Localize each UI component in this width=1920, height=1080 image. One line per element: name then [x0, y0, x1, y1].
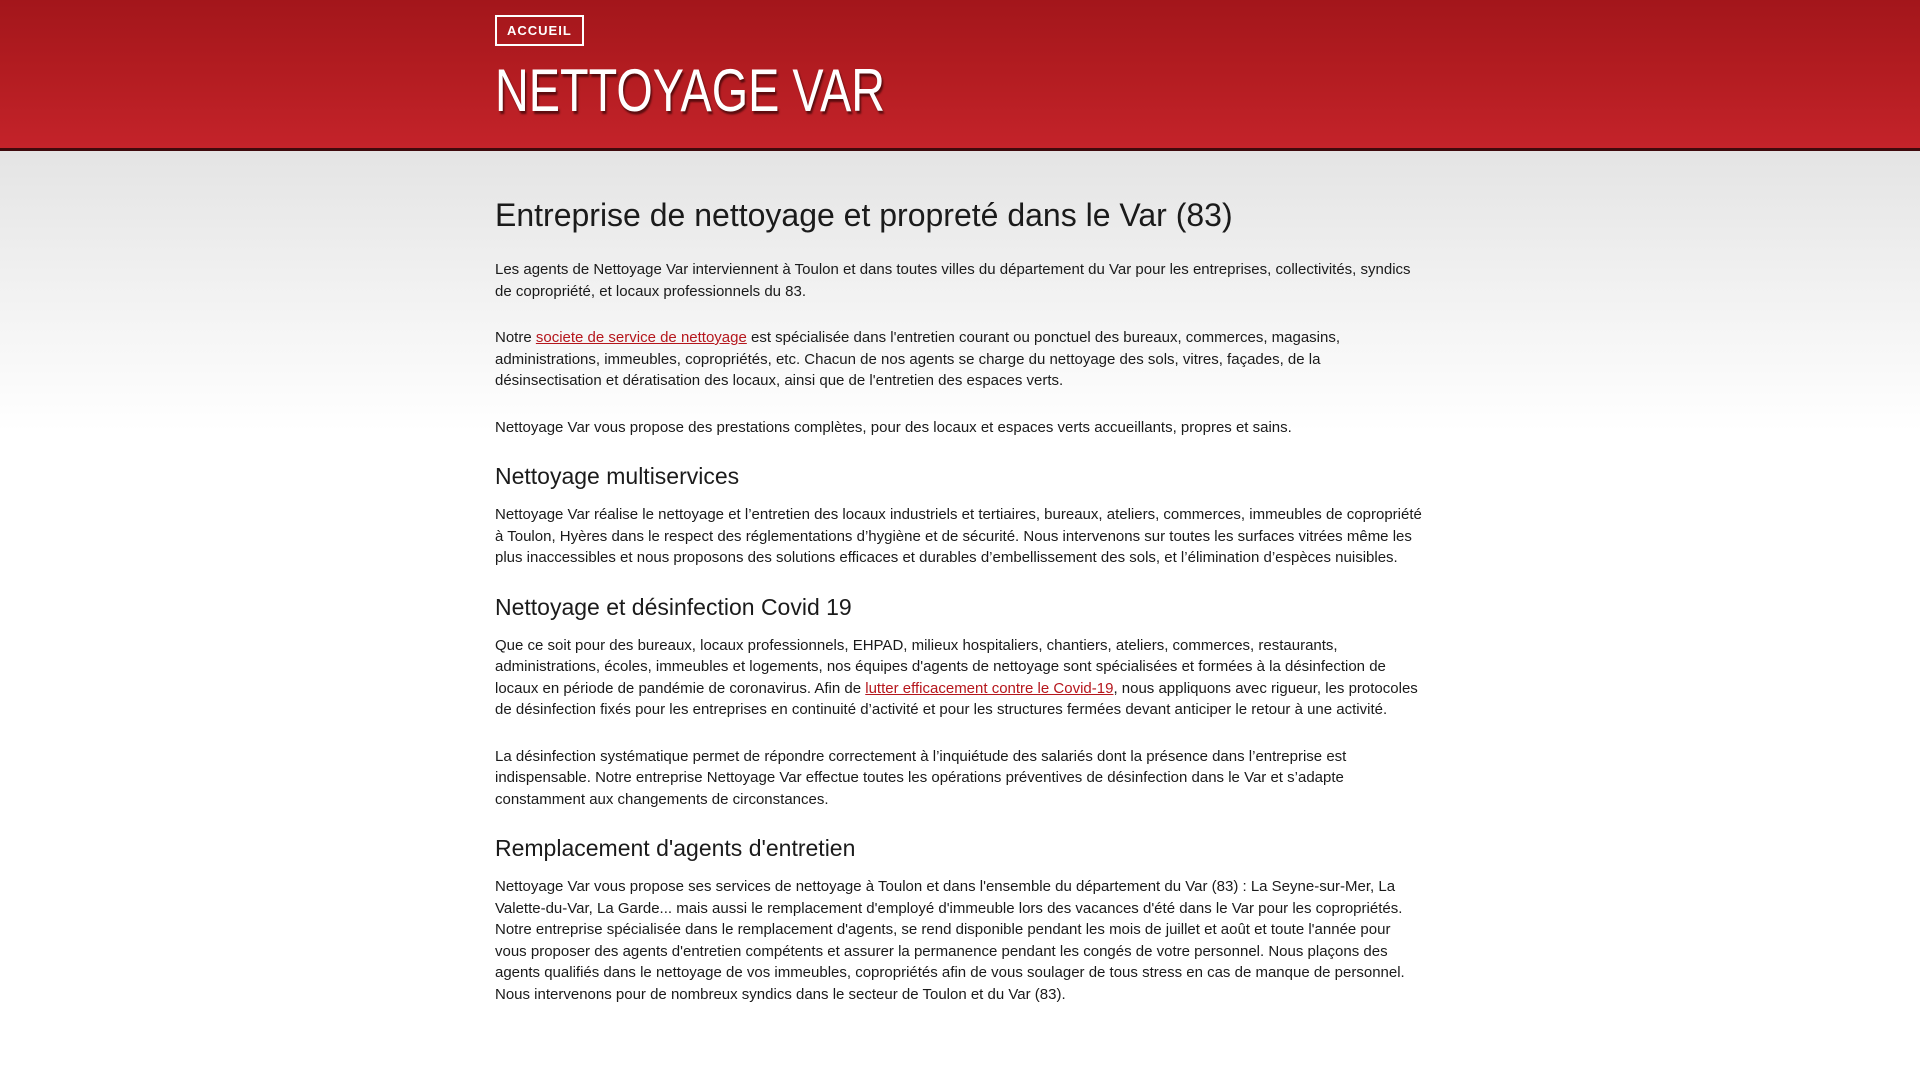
intro-paragraph-3: Nettoyage Var vous propose des prestations complètes, pour des locaux et espaces verts accueillants, propres et sains. [495, 418, 1292, 436]
remplacement-paragraph: Nettoyage Var vous propose ses services de nettoyage à Toulon et dans l'ensemble du département du Var (83) : La Seyne-sur-Mer, La Valette-du-Var, La Garde... mais aussi le remplacement d'employé d'immeuble lors des vacances d'été dans le Var pour les copropriétés. Notre entreprise spécialisée dans le remplacement d'agents, se rend disponible pendant les mois de juillet et août et toute l'année pour vous proposer des agents d'entretien compétents et assurer la permanence pendant les congés de votre personnel. Nous plaçons des agents qualifiés dans le nettoyage de vos immeubles, copropriétés afin de vous soulager de tous stress en cas de manque de personnel. Nous intervenons pour de nombreux syndics dans le secteur de Toulon et du Var (83). [495, 878, 1405, 1003]
intro-paragraph-1: Les agents de Nettoyage Var interviennent à Toulon et dans toutes villes du département du Var pour les entreprises, collectivités, syndics de copropriété, et locaux professionnels du 83. [495, 261, 1411, 300]
site-title[interactable] [495, 58, 1425, 124]
section-heading-remplacement: Remplacement d'agents d'entretien [495, 835, 856, 861]
multiservices-paragraph: Nettoyage Var réalise le nettoyage et l’entretien des locaux industriels et tertiaires, bureaux, ateliers, commerces, immeubles de copropriété à Toulon, Hyères dans le respect des réglementations d’hygiène et de sécurité. Nous intervenons sur toutes les surfaces vitrées même les plus inaccessibles et nous proposons des solutions efficaces et durables d’embellissement des sols, et l’élimination d’espèces nuisibles. [495, 506, 1422, 566]
site-title-text: NETTOYAGE VAR [495, 57, 886, 124]
main-nav [495, 0, 1425, 46]
page-title: Entreprise de nettoyage et propreté dans le Var (83) [495, 197, 1233, 233]
intro-paragraph-2-text-before: Notre [495, 329, 536, 346]
covid-paragraph-1-text-after: , nous appliquons avec rigueur, les protocoles de désinfection fixés pour les entreprises en continuité d’activité et pour les structures fermées devant anticiper le retour à une activité. [495, 679, 1418, 718]
site-header [0, 0, 1920, 151]
section-heading-covid: Nettoyage et désinfection Covid 19 [495, 593, 852, 620]
covid-paragraph-1 [495, 635, 1425, 721]
link-lutter-contre-covid-19[interactable]: lutter efficacement contre le Covid-19 [865, 679, 1114, 697]
intro-paragraph-2 [495, 327, 1425, 392]
link-societe-de-service-de-nettoyage[interactable]: societe de service de nettoyage [535, 329, 747, 346]
intro-paragraph-2-text-after: est spécialisée dans l'entretien courant ou ponctuel des bureaux, commerces, magasins, administrations, immeubles, copropriétés, etc. Chacun de nos agents se charge du nettoyage des sols, vitres, façades, de la désinsectisation et dératisation des locaux, ainsi que de l'entretien des espaces verts. [495, 329, 1341, 389]
main-content [0, 151, 1920, 1077]
nav-accueil-button[interactable]: ACCUEIL [495, 15, 584, 46]
covid-paragraph-1-text-before: Que ce soit pour des bureaux, locaux professionnels, EHPAD, milieux hospitaliers, chantiers, ateliers, commerces, restaurants, administrations, écoles, immeubles et logements, nos équipes d'agents de nettoyage sont spécialisées et formées à la désinfection de locaux en période de pandémie de coronavirus. Afin de [495, 636, 1386, 697]
section-heading-multiservices: Nettoyage multiservices [495, 463, 740, 489]
covid-paragraph-2: La désinfection systématique permet de répondre correctement à l’inquiétude des salariés dont la présence dans l’entreprise est indispensable. Notre entreprise Nettoyage Var effectue toutes les opérations préventives de désinfection dans le Var et s’adapte constamment aux changements de circonstances. [495, 747, 1347, 808]
